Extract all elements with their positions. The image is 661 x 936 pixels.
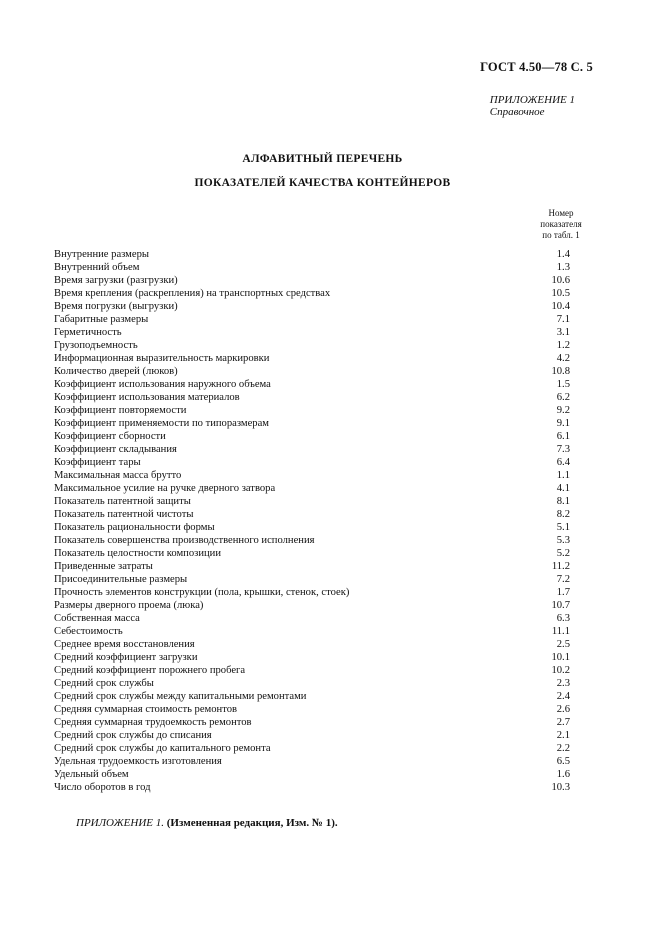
list-item bbox=[54, 612, 570, 625]
item-name: Средняя суммарная стоимость ремонтов bbox=[54, 704, 238, 715]
item-number: 2.5 bbox=[556, 639, 570, 650]
item-name: Коэффициент складывания bbox=[54, 444, 177, 455]
item-number: 5.1 bbox=[556, 522, 570, 533]
item-name: Время погрузки (выгрузки) bbox=[54, 301, 178, 312]
list-item bbox=[54, 378, 570, 391]
item-number: 2.2 bbox=[556, 743, 570, 754]
item-number: 11.1 bbox=[551, 626, 570, 637]
item-number: 7.2 bbox=[556, 574, 570, 585]
item-number: 10.6 bbox=[551, 275, 570, 286]
item-name: Средний коэффициент порожнего пробега bbox=[54, 665, 246, 676]
column-header-line: Номер bbox=[548, 208, 574, 218]
item-name: Средний срок службы до списания bbox=[54, 730, 212, 741]
item-number: 1.1 bbox=[556, 470, 570, 481]
list-item bbox=[54, 417, 570, 430]
list-item bbox=[54, 313, 570, 326]
list-item bbox=[54, 430, 570, 443]
item-name: Коэффициент сборности bbox=[54, 431, 166, 442]
item-number: 2.7 bbox=[556, 717, 570, 728]
list-item bbox=[54, 703, 570, 716]
item-name: Показатель патентной защиты bbox=[54, 496, 191, 507]
column-header-line: показателя bbox=[540, 219, 582, 229]
item-name: Коэффициент повторяемости bbox=[54, 405, 187, 416]
item-number: 6.4 bbox=[556, 457, 570, 468]
item-number: 7.1 bbox=[556, 314, 570, 325]
item-number: 8.1 bbox=[556, 496, 570, 507]
item-name: Внутренние размеры bbox=[54, 249, 150, 260]
item-name: Габаритные размеры bbox=[54, 314, 149, 325]
item-name: Приведенные затраты bbox=[54, 561, 153, 572]
item-number: 9.2 bbox=[556, 405, 570, 416]
item-number: 11.2 bbox=[551, 561, 570, 572]
item-name: Размеры дверного проема (люка) bbox=[54, 600, 204, 611]
list-item bbox=[54, 248, 570, 261]
list-item bbox=[54, 365, 570, 378]
item-name: Средний коэффициент загрузки bbox=[54, 652, 198, 663]
item-name: Грузоподъемность bbox=[54, 340, 138, 351]
list-item bbox=[54, 651, 570, 664]
item-number: 3.1 bbox=[556, 327, 570, 338]
item-name: Показатель целостности композиции bbox=[54, 548, 222, 559]
item-name: Коэффициент использования материалов bbox=[54, 392, 240, 403]
index-list bbox=[54, 248, 570, 794]
list-item bbox=[54, 638, 570, 651]
item-name: Показатель совершенства производственного исполнения bbox=[54, 535, 315, 546]
item-number: 1.4 bbox=[556, 249, 570, 260]
item-number: 6.5 bbox=[556, 756, 570, 767]
item-number: 8.2 bbox=[556, 509, 570, 520]
item-number: 10.5 bbox=[551, 288, 570, 299]
item-number: 1.7 bbox=[556, 587, 570, 598]
item-name: Время крепления (раскрепления) на транспортных средствах bbox=[54, 288, 331, 299]
list-item bbox=[54, 274, 570, 287]
item-name: Удельный объем bbox=[54, 769, 129, 780]
item-name: Удельная трудоемкость изготовления bbox=[54, 756, 222, 767]
appendix-title: ПРИЛОЖЕНИЕ 1 bbox=[489, 94, 575, 106]
item-name: Информационная выразительность маркировки bbox=[54, 353, 270, 364]
column-header-line: по табл. 1 bbox=[542, 230, 580, 240]
item-name: Средняя суммарная трудоемкость ремонтов bbox=[54, 717, 252, 728]
list-item bbox=[54, 469, 570, 482]
column-header bbox=[531, 208, 591, 241]
item-name: Коэффициент тары bbox=[54, 457, 141, 468]
item-number: 9.1 bbox=[556, 418, 570, 429]
item-number: 2.1 bbox=[556, 730, 570, 741]
item-number: 10.3 bbox=[551, 782, 570, 793]
list-item bbox=[54, 391, 570, 404]
item-name: Время загрузки (разгрузки) bbox=[54, 275, 178, 286]
item-number: 5.2 bbox=[556, 548, 570, 559]
page-header: ГОСТ 4.50—78 С. 5 bbox=[480, 60, 593, 74]
list-item bbox=[54, 339, 570, 352]
list-item bbox=[54, 781, 570, 794]
item-name: Внутренний объем bbox=[54, 262, 140, 273]
item-name: Коэффициент использования наружного объема bbox=[54, 379, 271, 390]
item-name: Средний срок службы до капитального ремонта bbox=[54, 743, 271, 754]
list-item bbox=[54, 482, 570, 495]
item-number: 6.1 bbox=[556, 431, 570, 442]
list-item bbox=[54, 352, 570, 365]
item-number: 2.4 bbox=[556, 691, 570, 702]
list-item bbox=[54, 508, 570, 521]
item-name: Присоединительные размеры bbox=[54, 574, 188, 585]
document-title: АЛФАВИТНЫЙ ПЕРЕЧЕНЬ bbox=[242, 153, 403, 165]
list-item bbox=[54, 664, 570, 677]
item-name: Средний срок службы bbox=[54, 678, 154, 689]
list-item bbox=[54, 547, 570, 560]
footnote bbox=[76, 817, 338, 829]
list-item bbox=[54, 443, 570, 456]
list-item bbox=[54, 716, 570, 729]
list-item bbox=[54, 300, 570, 313]
list-item bbox=[54, 729, 570, 742]
item-number: 10.7 bbox=[551, 600, 570, 611]
list-item bbox=[54, 261, 570, 274]
item-number: 1.5 bbox=[556, 379, 570, 390]
item-name: Показатель патентной чистоты bbox=[54, 509, 194, 520]
list-item bbox=[54, 521, 570, 534]
document-subtitle: ПОКАЗАТЕЛЕЙ КАЧЕСТВА КОНТЕЙНЕРОВ bbox=[194, 177, 451, 189]
item-number: 7.3 bbox=[556, 444, 570, 455]
item-name: Собственная масса bbox=[54, 613, 140, 624]
item-number: 1.6 bbox=[556, 769, 570, 780]
item-name: Показатель рациональности формы bbox=[54, 522, 215, 533]
item-number: 2.3 bbox=[556, 678, 570, 689]
list-item bbox=[54, 742, 570, 755]
item-number: 10.8 bbox=[551, 366, 570, 377]
list-item bbox=[54, 456, 570, 469]
item-name: Максимальное усилие на ручке дверного затвора bbox=[54, 483, 276, 494]
item-number: 1.3 bbox=[556, 262, 570, 273]
list-item bbox=[54, 625, 570, 638]
item-number: 5.3 bbox=[556, 535, 570, 546]
item-number: 10.4 bbox=[551, 301, 570, 312]
appendix-label bbox=[490, 94, 575, 118]
list-item bbox=[54, 404, 570, 417]
item-name: Количество дверей (люков) bbox=[54, 366, 178, 377]
item-number: 2.6 bbox=[556, 704, 570, 715]
list-item bbox=[54, 586, 570, 599]
appendix-type: Справочное bbox=[489, 106, 545, 118]
item-number: 10.2 bbox=[551, 665, 570, 676]
item-number: 4.2 bbox=[556, 353, 570, 364]
item-name: Себестоимость bbox=[54, 626, 123, 637]
list-item bbox=[54, 287, 570, 300]
list-item bbox=[54, 690, 570, 703]
item-number: 10.1 bbox=[551, 652, 570, 663]
item-number: 6.2 bbox=[556, 392, 570, 403]
item-number: 6.3 bbox=[556, 613, 570, 624]
list-item bbox=[54, 677, 570, 690]
footnote-label: ПРИЛОЖЕНИЕ 1. bbox=[76, 817, 164, 829]
footnote-text: (Измененная редакция, Изм. № 1). bbox=[166, 817, 338, 829]
item-name: Прочность элементов конструкции (пола, крышки, стенок, стоек) bbox=[54, 587, 350, 598]
item-number: 1.2 bbox=[556, 340, 570, 351]
list-item bbox=[54, 534, 570, 547]
item-name: Число оборотов в год bbox=[54, 782, 151, 793]
list-item bbox=[54, 326, 570, 339]
list-item bbox=[54, 495, 570, 508]
list-item bbox=[54, 755, 570, 768]
item-name: Герметичность bbox=[54, 327, 122, 338]
item-name: Средний срок службы между капитальными ремонтами bbox=[54, 691, 307, 702]
list-item bbox=[54, 573, 570, 586]
item-name: Максимальная масса брутто bbox=[54, 470, 182, 481]
item-number: 4.1 bbox=[556, 483, 570, 494]
item-name: Коэффициент применяемости по типоразмерам bbox=[54, 418, 269, 429]
list-item bbox=[54, 599, 570, 612]
list-item bbox=[54, 560, 570, 573]
list-item bbox=[54, 768, 570, 781]
item-name: Среднее время восстановления bbox=[54, 639, 195, 650]
